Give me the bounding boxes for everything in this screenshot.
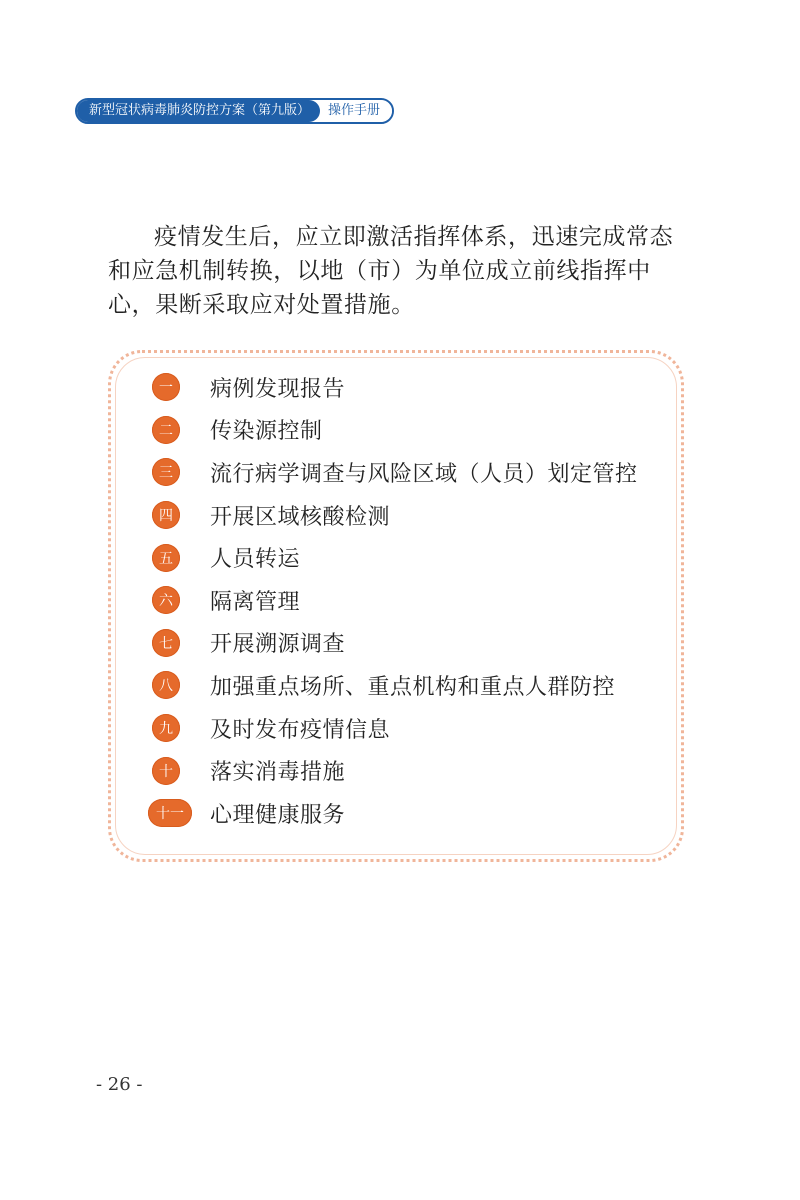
header-tag [75,98,394,124]
item-text: 心理健康服务 [210,802,346,828]
item-number-badge: 十一 [148,799,192,827]
header-subtitle: 操作手册 [320,100,392,122]
list-item [152,622,672,665]
list-item [152,409,672,452]
list-item [152,792,672,835]
list-item [152,451,672,494]
list-item [152,494,672,537]
item-number-badge: 五 [152,544,180,572]
item-number-badge: 三 [152,458,180,486]
item-number-badge: 八 [152,671,180,699]
item-text: 隔离管理 [210,589,301,615]
header-title: 新型冠状病毒肺炎防控方案（第九版） [77,100,320,122]
list-item [152,366,672,409]
list-item [152,749,672,792]
list-item [152,579,672,622]
item-text: 传染源控制 [210,419,323,445]
item-text: 落实消毒措施 [210,760,346,786]
item-number-badge: 十 [152,757,180,785]
page-number: - 26 - [96,1074,143,1095]
measures-list [152,366,672,835]
item-number-badge: 四 [152,501,180,529]
item-text: 开展区域核酸检测 [210,504,391,530]
item-text: 病例发现报告 [210,376,346,402]
list-item [152,707,672,750]
list-item [152,536,672,579]
intro-paragraph: 疫情发生后，应立即激活指挥体系，迅速完成常态和应急机制转换，以地（市）为单位成立前线指挥中心，果断采取应对处置措施。 [108,224,674,318]
item-number-badge: 九 [152,714,180,742]
item-number-badge: 一 [152,373,180,401]
item-number-badge: 七 [152,629,180,657]
item-text: 加强重点场所、重点机构和重点人群防控 [210,674,616,700]
item-text: 开展溯源调查 [210,632,346,658]
list-item [152,664,672,707]
item-number-badge: 六 [152,586,180,614]
item-text: 流行病学调查与风险区域（人员）划定管控 [210,461,638,487]
item-number-badge: 二 [152,416,180,444]
item-text: 及时发布疫情信息 [210,717,391,743]
item-text: 人员转运 [210,547,301,573]
